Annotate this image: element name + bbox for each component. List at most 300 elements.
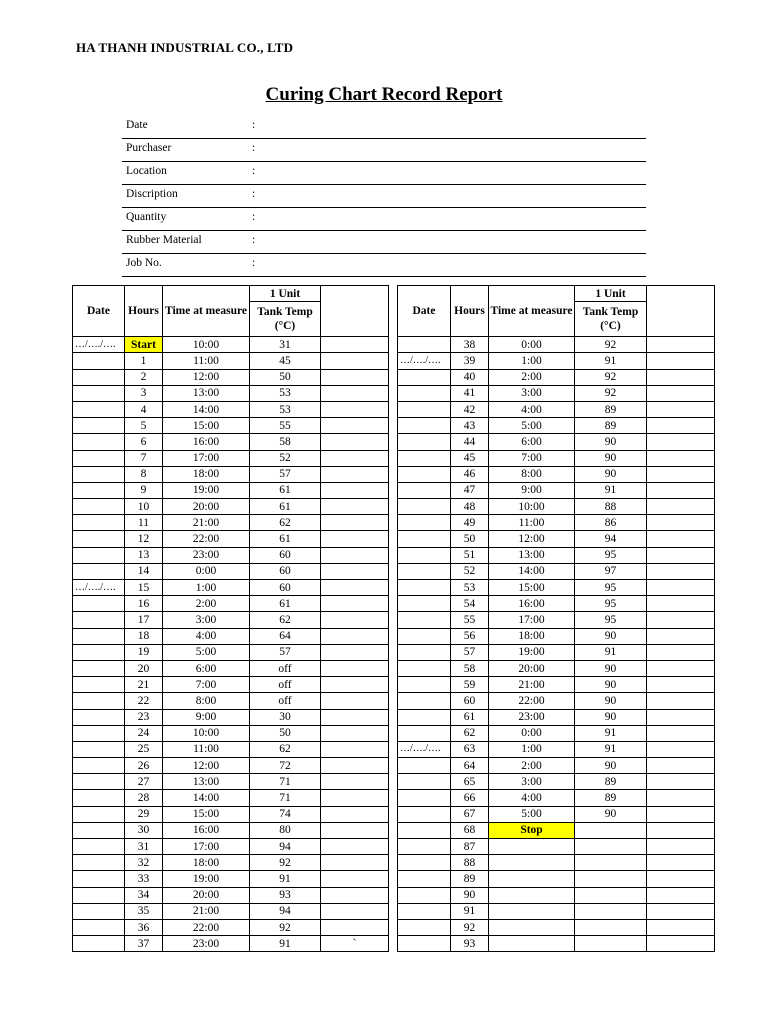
extra-cell — [321, 482, 389, 498]
extra-cell — [321, 563, 389, 579]
temp-cell — [575, 887, 647, 903]
time-cell — [489, 855, 575, 871]
date-cell — [398, 580, 451, 596]
extra-cell: ` — [321, 936, 389, 952]
hours-cell: 24 — [125, 725, 163, 741]
hours-cell: 36 — [125, 919, 163, 935]
hours-cell: 21 — [125, 677, 163, 693]
extra-cell — [647, 709, 715, 725]
temp-cell: 94 — [250, 903, 321, 919]
temp-cell: 62 — [250, 612, 321, 628]
table-row — [398, 693, 715, 709]
time-cell: 10:00 — [163, 337, 250, 353]
date-cell — [73, 434, 125, 450]
hours-cell: Start — [125, 337, 163, 353]
table-row — [398, 547, 715, 563]
info-row — [122, 254, 646, 277]
date-cell — [73, 855, 125, 871]
hours-cell: 29 — [125, 806, 163, 822]
extra-cell — [321, 401, 389, 417]
info-value[interactable]: : — [252, 234, 256, 246]
temp-cell: 60 — [250, 580, 321, 596]
hours-cell: 66 — [451, 790, 489, 806]
temp-cell: 31 — [250, 337, 321, 353]
time-cell: 22:00 — [163, 919, 250, 935]
table-row — [73, 547, 389, 563]
extra-cell — [647, 612, 715, 628]
time-cell: 2:00 — [163, 596, 250, 612]
table-row — [73, 644, 389, 660]
hours-cell: 48 — [451, 499, 489, 515]
date-cell — [73, 628, 125, 644]
date-cell — [73, 596, 125, 612]
hours-cell: 30 — [125, 822, 163, 838]
date-cell — [398, 369, 451, 385]
extra-cell — [647, 725, 715, 741]
info-label: Quantity — [126, 211, 167, 223]
hours-cell: 35 — [125, 903, 163, 919]
time-cell: 23:00 — [163, 547, 250, 563]
table-row — [73, 806, 389, 822]
date-cell — [398, 677, 451, 693]
info-label: Purchaser — [126, 142, 172, 154]
extra-cell — [647, 563, 715, 579]
extra-cell — [647, 822, 715, 838]
hours-cell: 41 — [451, 385, 489, 401]
time-cell: 21:00 — [163, 515, 250, 531]
date-cell — [73, 693, 125, 709]
hours-cell: 61 — [451, 709, 489, 725]
info-value[interactable]: : — [252, 188, 256, 200]
time-cell: 7:00 — [163, 677, 250, 693]
table-row — [73, 660, 389, 676]
date-cell — [398, 385, 451, 401]
hours-cell: 28 — [125, 790, 163, 806]
time-header: Time at measure — [163, 286, 250, 337]
hours-cell: 50 — [451, 531, 489, 547]
extra-cell — [647, 660, 715, 676]
date-cell — [398, 337, 451, 353]
table-row — [73, 499, 389, 515]
hours-cell: 12 — [125, 531, 163, 547]
tank-temp-header: Tank Temp (°C) — [575, 302, 647, 337]
header-row — [73, 286, 389, 302]
table-row — [73, 774, 389, 790]
info-label: Location — [126, 165, 167, 177]
extra-cell — [321, 385, 389, 401]
extra-cell — [647, 644, 715, 660]
date-cell — [398, 547, 451, 563]
extra-cell — [321, 596, 389, 612]
date-cell — [398, 790, 451, 806]
hours-cell: 58 — [451, 660, 489, 676]
extra-cell — [647, 677, 715, 693]
extra-cell — [647, 887, 715, 903]
extra-cell — [647, 596, 715, 612]
hours-cell: 16 — [125, 596, 163, 612]
table-row — [73, 596, 389, 612]
time-cell: 14:00 — [163, 790, 250, 806]
company-name: HA THANH INDUSTRIAL CO., LTD — [76, 40, 294, 55]
date-cell — [398, 839, 451, 855]
temp-cell: 92 — [250, 855, 321, 871]
temp-cell: 60 — [250, 563, 321, 579]
time-cell: 16:00 — [489, 596, 575, 612]
time-cell: 7:00 — [489, 450, 575, 466]
table-row — [398, 709, 715, 725]
table-row — [73, 450, 389, 466]
date-cell — [398, 871, 451, 887]
table-row — [398, 806, 715, 822]
hours-cell: 37 — [125, 936, 163, 952]
table-row — [73, 936, 389, 952]
date-cell — [73, 466, 125, 482]
extra-cell — [321, 709, 389, 725]
temp-cell: 90 — [575, 660, 647, 676]
time-cell: 2:00 — [489, 369, 575, 385]
time-cell: 4:00 — [489, 790, 575, 806]
temp-cell: 92 — [575, 385, 647, 401]
table-row — [398, 531, 715, 547]
temp-cell — [575, 871, 647, 887]
info-label: Date — [126, 119, 148, 131]
time-cell: 8:00 — [489, 466, 575, 482]
time-cell: 20:00 — [489, 660, 575, 676]
extra-cell — [321, 418, 389, 434]
temp-cell: 90 — [575, 709, 647, 725]
table-row — [73, 418, 389, 434]
date-cell — [398, 563, 451, 579]
time-cell: 16:00 — [163, 434, 250, 450]
temp-cell: 90 — [575, 466, 647, 482]
info-value[interactable]: : — [252, 142, 256, 154]
hours-cell: 51 — [451, 547, 489, 563]
hours-cell: 31 — [125, 839, 163, 855]
extra-cell — [321, 337, 389, 353]
time-cell: 19:00 — [489, 644, 575, 660]
temp-cell — [575, 855, 647, 871]
hours-cell: 8 — [125, 466, 163, 482]
time-cell: Stop — [489, 822, 575, 838]
table-row — [398, 515, 715, 531]
time-cell: 23:00 — [163, 936, 250, 952]
extra-cell — [321, 644, 389, 660]
temp-cell: 92 — [575, 337, 647, 353]
report-title: Curing Chart Record Report — [265, 84, 503, 105]
time-cell — [489, 871, 575, 887]
temp-cell: 90 — [575, 758, 647, 774]
time-cell: 3:00 — [163, 612, 250, 628]
table-row — [398, 563, 715, 579]
time-cell: 1:00 — [489, 353, 575, 369]
hours-cell: 45 — [451, 450, 489, 466]
extra-cell — [321, 919, 389, 935]
info-label: Job No. — [126, 257, 162, 269]
date-cell — [73, 806, 125, 822]
date-cell — [398, 725, 451, 741]
time-cell: 4:00 — [163, 628, 250, 644]
hours-cell: 13 — [125, 547, 163, 563]
table-row — [73, 482, 389, 498]
date-cell — [398, 855, 451, 871]
hours-cell: 55 — [451, 612, 489, 628]
temp-cell: 93 — [250, 887, 321, 903]
info-value[interactable]: : — [252, 119, 256, 131]
date-cell: …/…./…. — [398, 353, 451, 369]
temp-cell: 71 — [250, 790, 321, 806]
date-cell — [73, 353, 125, 369]
hours-cell: 46 — [451, 466, 489, 482]
hours-cell: 44 — [451, 434, 489, 450]
date-cell — [73, 385, 125, 401]
table-row — [398, 677, 715, 693]
table-row — [398, 499, 715, 515]
table-row — [73, 790, 389, 806]
table-row — [398, 790, 715, 806]
table-row — [73, 337, 389, 353]
hours-cell: 11 — [125, 515, 163, 531]
info-value[interactable]: : — [252, 257, 256, 269]
hours-cell: 26 — [125, 758, 163, 774]
extra-cell — [321, 434, 389, 450]
table-row — [398, 353, 715, 369]
extra-cell — [647, 903, 715, 919]
time-cell: 9:00 — [163, 709, 250, 725]
time-cell: 9:00 — [489, 482, 575, 498]
hours-cell: 34 — [125, 887, 163, 903]
hours-cell: 6 — [125, 434, 163, 450]
table-row — [73, 563, 389, 579]
extra-cell — [647, 693, 715, 709]
table-row — [398, 871, 715, 887]
date-cell — [398, 693, 451, 709]
date-header: Date — [73, 286, 125, 337]
table-row — [73, 725, 389, 741]
hours-cell: 59 — [451, 677, 489, 693]
hours-cell: 14 — [125, 563, 163, 579]
hours-cell: 89 — [451, 871, 489, 887]
hours-cell: 4 — [125, 401, 163, 417]
hours-cell: 18 — [125, 628, 163, 644]
info-value[interactable]: : — [252, 211, 256, 223]
date-cell — [398, 531, 451, 547]
temp-cell — [575, 839, 647, 855]
table-row — [73, 871, 389, 887]
hours-header: Hours — [125, 286, 163, 337]
hours-cell: 10 — [125, 499, 163, 515]
hours-cell: 64 — [451, 758, 489, 774]
date-cell: …/…./…. — [398, 741, 451, 757]
table-row — [398, 839, 715, 855]
temp-cell: 91 — [575, 725, 647, 741]
temp-cell: 50 — [250, 369, 321, 385]
table-row — [73, 887, 389, 903]
date-cell: …/…./…. — [73, 580, 125, 596]
temp-cell: 62 — [250, 741, 321, 757]
hours-cell: 43 — [451, 418, 489, 434]
date-cell — [73, 660, 125, 676]
time-cell: 18:00 — [163, 855, 250, 871]
temp-cell: 86 — [575, 515, 647, 531]
date-cell — [398, 644, 451, 660]
table-row — [398, 725, 715, 741]
extra-cell — [321, 677, 389, 693]
info-row — [122, 185, 646, 208]
temp-cell: off — [250, 693, 321, 709]
date-cell — [73, 725, 125, 741]
info-value[interactable]: : — [252, 165, 256, 177]
extra-cell — [647, 741, 715, 757]
time-cell: 3:00 — [489, 385, 575, 401]
table-row — [398, 660, 715, 676]
extra-cell — [647, 337, 715, 353]
date-cell — [398, 822, 451, 838]
table-row — [398, 418, 715, 434]
table-row — [398, 580, 715, 596]
temp-cell: 89 — [575, 790, 647, 806]
extra-cell — [321, 580, 389, 596]
hours-cell: 7 — [125, 450, 163, 466]
time-cell: 1:00 — [489, 741, 575, 757]
time-cell: 13:00 — [489, 547, 575, 563]
time-cell: 15:00 — [163, 806, 250, 822]
time-cell — [489, 903, 575, 919]
extra-cell — [647, 871, 715, 887]
time-cell: 13:00 — [163, 385, 250, 401]
hours-cell: 19 — [125, 644, 163, 660]
date-cell — [73, 790, 125, 806]
date-cell — [73, 774, 125, 790]
time-cell: 5:00 — [489, 418, 575, 434]
time-cell — [489, 919, 575, 935]
date-cell — [398, 401, 451, 417]
date-cell — [398, 434, 451, 450]
time-cell: 20:00 — [163, 887, 250, 903]
extra-cell — [647, 482, 715, 498]
date-cell — [73, 369, 125, 385]
table-row — [73, 580, 389, 596]
temp-cell: 58 — [250, 434, 321, 450]
date-cell — [398, 612, 451, 628]
time-cell: 21:00 — [489, 677, 575, 693]
extra-cell — [321, 903, 389, 919]
extra-cell — [321, 466, 389, 482]
table-row — [73, 677, 389, 693]
extra-cell — [647, 401, 715, 417]
temp-cell: 53 — [250, 385, 321, 401]
right-record-table — [397, 285, 715, 952]
temp-cell: 61 — [250, 531, 321, 547]
extra-cell — [321, 790, 389, 806]
date-cell — [398, 515, 451, 531]
temp-cell: 55 — [250, 418, 321, 434]
extra-cell — [321, 855, 389, 871]
extra-cell — [321, 515, 389, 531]
hours-cell: 23 — [125, 709, 163, 725]
table-row — [73, 919, 389, 935]
date-cell — [398, 936, 451, 952]
date-cell — [398, 887, 451, 903]
extra-cell — [321, 758, 389, 774]
extra-cell — [321, 871, 389, 887]
time-cell: 15:00 — [163, 418, 250, 434]
extra-cell — [647, 515, 715, 531]
date-cell — [398, 660, 451, 676]
hours-cell: 65 — [451, 774, 489, 790]
temp-cell: 80 — [250, 822, 321, 838]
table-row — [398, 401, 715, 417]
time-cell: 19:00 — [163, 871, 250, 887]
hours-cell: 9 — [125, 482, 163, 498]
table-row — [73, 369, 389, 385]
hours-cell: 63 — [451, 741, 489, 757]
extra-cell — [321, 369, 389, 385]
unit-header: 1 Unit — [250, 286, 321, 302]
temp-cell: 92 — [250, 919, 321, 935]
time-cell: 17:00 — [489, 612, 575, 628]
time-cell: 13:00 — [163, 774, 250, 790]
time-cell: 6:00 — [489, 434, 575, 450]
time-cell: 14:00 — [489, 563, 575, 579]
temp-cell: 91 — [250, 871, 321, 887]
extra-cell — [647, 936, 715, 952]
extra-cell — [321, 774, 389, 790]
date-cell — [73, 677, 125, 693]
table-row — [398, 450, 715, 466]
extra-cell — [321, 741, 389, 757]
table-row — [73, 839, 389, 855]
time-cell: 21:00 — [163, 903, 250, 919]
hours-cell: 54 — [451, 596, 489, 612]
table-row — [73, 741, 389, 757]
time-cell: 14:00 — [163, 401, 250, 417]
info-row — [122, 162, 646, 185]
extra-cell — [647, 531, 715, 547]
hours-cell: 5 — [125, 418, 163, 434]
hours-cell: 92 — [451, 919, 489, 935]
date-cell — [398, 499, 451, 515]
date-cell — [398, 709, 451, 725]
time-cell: 0:00 — [163, 563, 250, 579]
extra-cell — [321, 660, 389, 676]
temp-cell: 90 — [575, 434, 647, 450]
time-cell: 0:00 — [489, 337, 575, 353]
hours-cell: 68 — [451, 822, 489, 838]
hours-cell: 25 — [125, 741, 163, 757]
temp-cell: 61 — [250, 482, 321, 498]
temp-cell: 90 — [575, 677, 647, 693]
table-row — [73, 758, 389, 774]
temp-cell: 30 — [250, 709, 321, 725]
extra-cell — [647, 580, 715, 596]
extra-cell — [647, 450, 715, 466]
hours-cell: 32 — [125, 855, 163, 871]
date-header: Date — [398, 286, 451, 337]
date-cell — [398, 806, 451, 822]
table-row — [398, 337, 715, 353]
extra-cell — [647, 855, 715, 871]
hours-cell: 56 — [451, 628, 489, 644]
temp-cell: 53 — [250, 401, 321, 417]
date-cell — [398, 903, 451, 919]
date-cell — [398, 758, 451, 774]
extra-cell — [647, 839, 715, 855]
table-row — [398, 855, 715, 871]
hours-cell: 38 — [451, 337, 489, 353]
temp-cell: 50 — [250, 725, 321, 741]
extra-cell — [647, 758, 715, 774]
time-cell: 1:00 — [163, 580, 250, 596]
